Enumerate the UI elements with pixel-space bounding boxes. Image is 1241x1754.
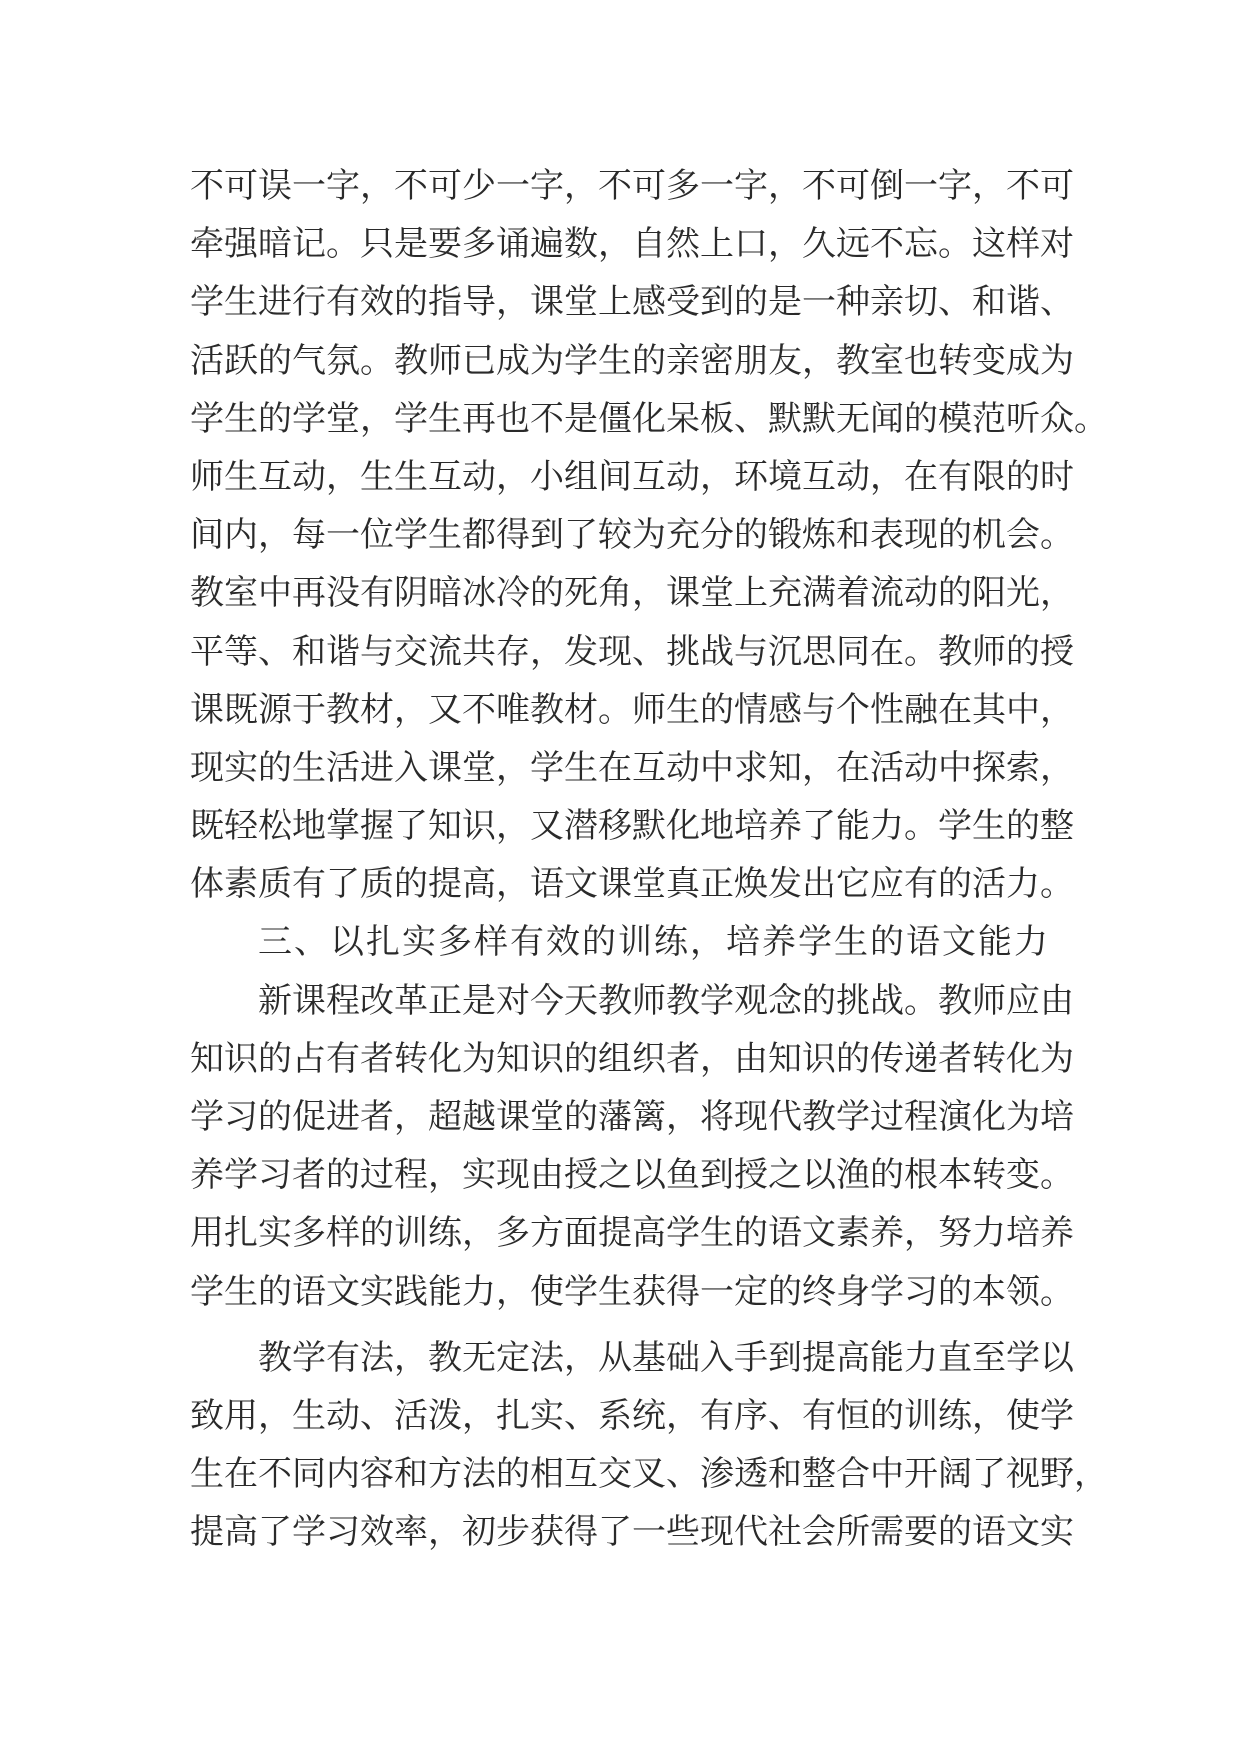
text-line: 师生互动，生生互动，小组间互动，环境互动，在有限的时 <box>190 456 1074 497</box>
document-body <box>190 157 1108 1562</box>
text-line: 不可误一字，不可少一字，不可多一字，不可倒一字，不可 <box>190 166 1074 206</box>
text-line: 教学有法，教无定法，从基础入手到提高能力直至学以 <box>258 1337 1074 1378</box>
text-line: 学生的语文实践能力，使学生获得一定的终身学习的本领。 <box>190 1271 1074 1312</box>
text-line: 平等、和谐与交流共存，发现、挑战与沉思同在。教师的授 <box>190 631 1074 672</box>
text-line: 生在不同内容和方法的相互交叉、渗透和整合中开阔了视野， <box>190 1454 1108 1495</box>
text-line: 用扎实多样的训练，多方面提高学生的语文素养，努力培养 <box>190 1213 1074 1254</box>
text-line: 间内，每一位学生都得到了较为充分的锻炼和表现的机会。 <box>190 515 1074 556</box>
text-line: 养学习者的过程，实现由授之以鱼到授之以渔的根本转变。 <box>190 1155 1074 1196</box>
text-line: 致用，生动、活泼，扎实、系统，有序、有恒的训练，使学 <box>190 1395 1074 1436</box>
text-line: 学生进行有效的指导，课堂上感受到的是一种亲切、和谐、 <box>190 282 1074 323</box>
text-line: 学习的促进者，超越课堂的藩篱，将现代教学过程演化为培 <box>190 1097 1074 1137</box>
paragraph-gap <box>190 1321 1070 1329</box>
text-line: 新课程改革正是对今天教师教学观念的挑战。教师应由 <box>258 980 1074 1021</box>
section-heading: 三、以扎实多样有效的训练，培养学生的语文能力 <box>258 922 1050 963</box>
text-line: 活跃的气氛。教师已成为学生的亲密朋友，教室也转变成为 <box>190 340 1074 381</box>
text-line: 牵强暗记。只是要多诵遍数，自然上口，久远不忘。这样对 <box>190 224 1074 265</box>
text-line: 现实的生活进入课堂，学生在互动中求知，在活动中探索， <box>190 747 1074 788</box>
text-line: 知识的占有者转化为知识的组织者，由知识的传递者转化为 <box>190 1038 1074 1079</box>
text-line: 既轻松地掌握了知识，又潜移默化地培养了能力。学生的整 <box>190 806 1074 847</box>
text-line: 体素质有了质的提高，语文课堂真正焕发出它应有的活力。 <box>190 864 1074 905</box>
text-line: 提高了学习效率，初步获得了一些现代社会所需要的语文实 <box>190 1512 1074 1553</box>
text-line: 教室中再没有阴暗冰冷的死角，课堂上充满着流动的阳光， <box>190 573 1074 614</box>
text-line: 学生的学堂，学生再也不是僵化呆板、默默无闻的模范听众。 <box>190 398 1108 439</box>
text-line: 课既源于教材，又不唯教材。师生的情感与个性融在其中， <box>190 689 1074 730</box>
